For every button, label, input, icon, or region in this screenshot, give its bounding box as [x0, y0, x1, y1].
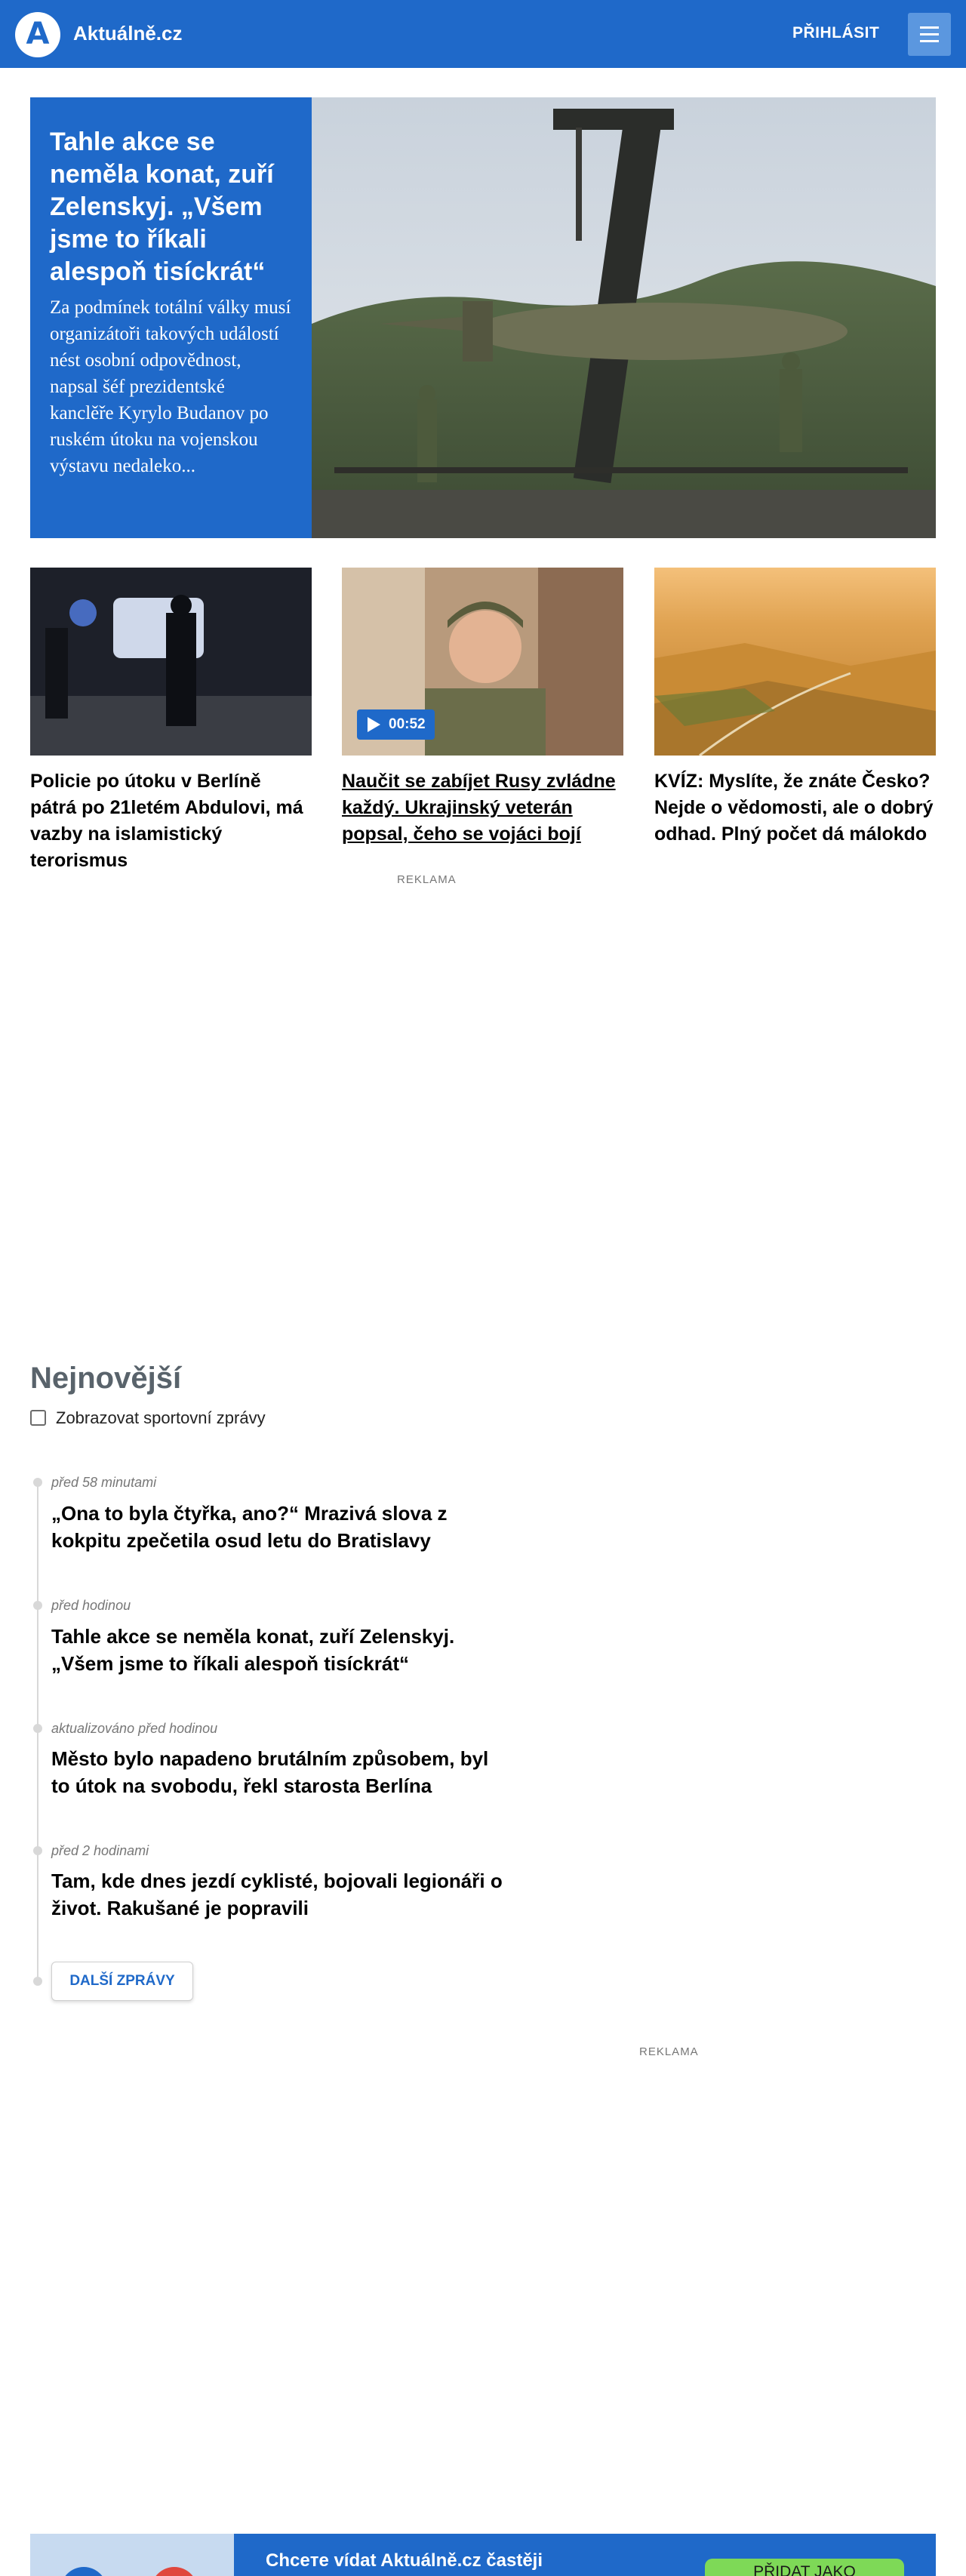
news-time: před hodinou — [51, 1598, 131, 1613]
timeline-dot — [33, 1601, 42, 1610]
hero-image[interactable] — [312, 97, 936, 538]
news-title[interactable]: Tam, kde dnes jezdí cyklisté, bojovali legionáři o život. Rakušané je popravili — [51, 1870, 503, 1919]
card-image-berlin[interactable] — [30, 568, 312, 756]
news-time: před 2 hodinami — [51, 1843, 149, 1858]
ad-label: REKLAMA — [639, 2045, 699, 2058]
hero-perex: Za podmínek totální války musí organizátoři takových událostí nést osobní odpovědnost, napsal šéf prezidentské kanclěře Kyrylo Budanov po ruském útoku na vojenskou výstavu nedaleko... — [50, 297, 291, 476]
newest-heading: Nejnovější — [30, 1362, 182, 1395]
video-duration-badge[interactable] — [357, 709, 435, 740]
add-source-button[interactable]: PŘIDAT JAKO — [705, 2559, 904, 2576]
login-button[interactable]: PŘIHLÁSIT — [792, 24, 880, 42]
card-title-berlin[interactable]: Policie po útoku v Berlíně pátrá po 21letém Abdulovi, má vazby na islamistický terorismus — [30, 771, 303, 871]
timeline-dot — [33, 1478, 42, 1487]
card-image-quiz[interactable] — [654, 568, 936, 756]
card-title-quiz[interactable]: KVÍZ: Myslíte, že znáte Česko? Nejde o vědomosti, ale o dobrý odhad. Plný počet dá málokdo — [654, 771, 934, 845]
site-logo[interactable] — [15, 12, 60, 57]
news-title[interactable]: Město bylo napadeno brutálním způsobem, byl to útok na svobodu, řekl starosta Berlína — [51, 1747, 489, 1797]
news-title[interactable]: „Ona to byla čtyřka, ano?“ Mrazivá slova z kokpitu zpečetila osud letu do Bratislavy — [51, 1502, 448, 1552]
news-time: aktualizováno před hodinou — [51, 1721, 218, 1736]
follow-banner — [30, 2534, 936, 2576]
sport-news-label[interactable]: Zobrazovat sportovní zprávy — [56, 1408, 266, 1427]
site-name[interactable]: Aktuálně.cz — [73, 22, 183, 45]
logo-letter: A — [26, 17, 50, 51]
hero-article[interactable] — [30, 97, 312, 538]
timeline-line — [37, 1481, 38, 1985]
sport-news-checkbox[interactable] — [30, 1410, 46, 1426]
banner-circle-blue — [60, 2567, 107, 2576]
card-image-veteran[interactable] — [342, 568, 623, 756]
card-title-veteran[interactable]: Naučit se zabíjet Rusy zvládne každý. Ukrajinský veterán popsal, čeho se vojáci bojí — [342, 771, 616, 845]
play-icon — [368, 717, 380, 732]
more-news-button[interactable]: DALŠÍ ZPRÁVY — [51, 1962, 193, 2001]
banner-text: Chceте vídat Aktuálně.cz častěji — [266, 2550, 543, 2571]
timeline-dot — [33, 1846, 42, 1855]
timeline-dot — [33, 1724, 42, 1733]
banner-circle-red — [151, 2567, 198, 2576]
top-navigation-bar — [0, 0, 966, 68]
banner-illustration — [30, 2534, 234, 2576]
news-title[interactable]: Tahle akce se neměla konat, zuří Zelenskyj. „Všem jsme to říkali alespoň tisíckrát“ — [51, 1625, 455, 1675]
timeline-dot — [33, 1977, 42, 1986]
hero-title[interactable]: Tahle akce se neměla konat, zuří Zelenskyj. „Všem jsme to říkali alespoň tisíckrát“ — [50, 128, 274, 286]
video-duration: 00:52 — [389, 716, 426, 732]
news-time: před 58 minutami — [51, 1475, 157, 1490]
ad-label: REKLAMA — [397, 873, 457, 886]
menu-button[interactable] — [908, 13, 951, 56]
